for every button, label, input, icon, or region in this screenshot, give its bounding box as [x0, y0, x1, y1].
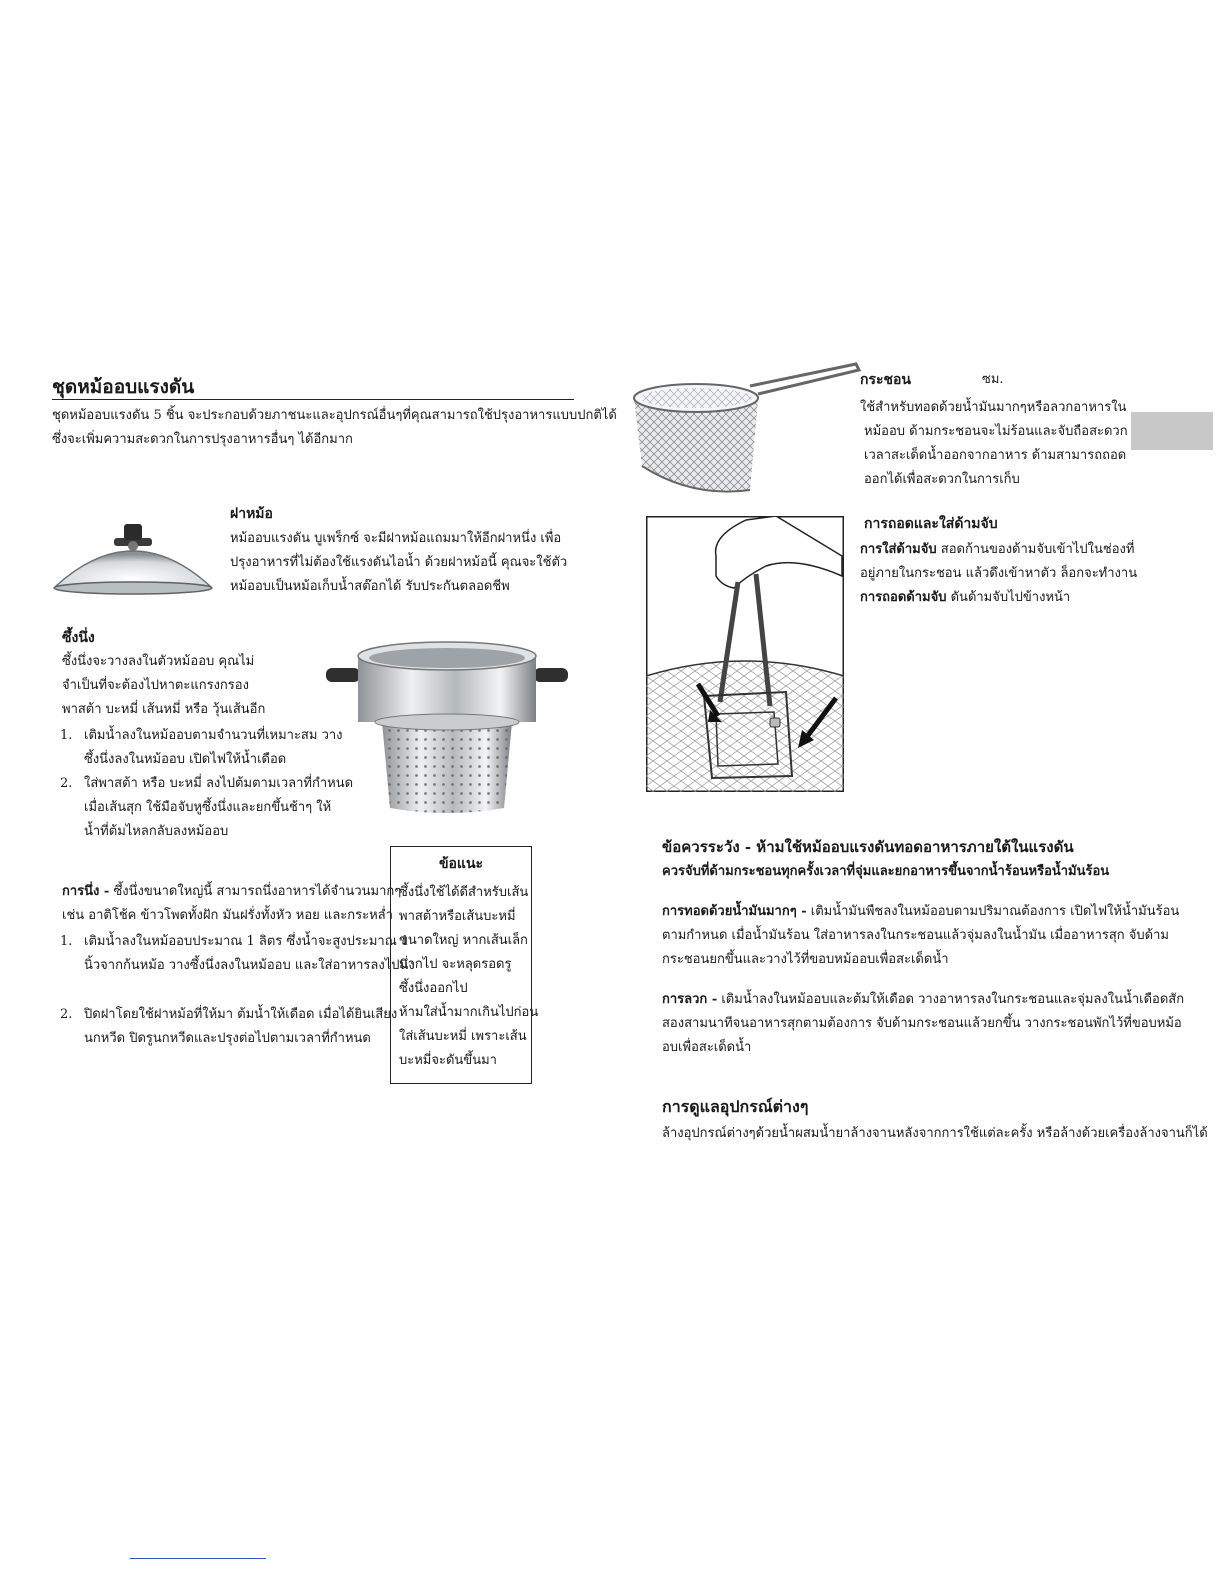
- list-item: [56, 772, 353, 844]
- blanching-label: การลวก -: [662, 992, 718, 1007]
- tip-line: ใส่เส้นบะหมี่ เพราะเส้น: [399, 1029, 527, 1044]
- frying-line: [662, 900, 1179, 924]
- tip-line: ซึ้งนึ่งออกไป: [399, 981, 468, 996]
- tip-text: [391, 881, 539, 1073]
- steaming-steps-2: [56, 1003, 397, 1051]
- lid-line: ปรุงอาหารที่ไม่ต้องใช้แรงดันไอน้ำ ด้วยฝาหม้อนี้ คุณจะใช้ตัว: [230, 555, 568, 570]
- steamer-steps: [56, 724, 353, 844]
- steamer-line: ซึ้งนึ่งจะวางลงในตัวหม้ออบ คุณไม่: [62, 654, 255, 669]
- tip-line: มากไป จะหลุดรอดรู: [399, 957, 512, 972]
- handle-line: [860, 538, 1137, 562]
- basket-line: ออกได้เพื่อสะดวกในการเก็บ: [864, 472, 1020, 487]
- steamer-pot-illustration: [322, 636, 572, 818]
- intro-line: ซึ่งจะเพิ่มความสะดวกในการปรุงอาหารอื่นๆ ได้อีกมาก: [52, 432, 353, 447]
- list-item: [56, 724, 353, 772]
- caution-heading: ข้อควรระวัง - ห้ามใช้หม้ออบแรงดันทอดอาหารภายใต้ในแรงดัน: [662, 838, 1074, 856]
- intro-line: ชุดหม้ออบแรงดัน 5 ชิ้น จะประกอบด้วยภาชนะและอุปกรณ์อื่นๆที่คุณสามารถใช้ปรุงอาหารแบบปกติได้: [52, 408, 617, 423]
- handle-line: อยู่ภายในกระชอน แล้วดึงเข้าหาตัว ล็อกจะทำงาน: [860, 566, 1138, 581]
- step-line: ซึ้งนึ่งลงในหม้ออบ เปิดไฟให้น้ำเดือด: [84, 752, 287, 767]
- section-title: ชุดหม้ออบแรงดัน: [52, 376, 195, 398]
- basket-line: เวลาสะเด็ดน้ำออกจากอาหาร ด้ามสามารถถอด: [864, 448, 1127, 463]
- lid-text: [230, 527, 567, 599]
- steaming-line: เช่น อาติโช้ค ข้าวโพดทั้งฝัก มันฝรั่งทั้งหัว หอย และกระหล่ำ: [62, 908, 393, 923]
- tip-line: ขนาดใหญ่ หากเส้นเล็ก: [399, 933, 528, 948]
- basket-line: ใช้สำหรับทอดด้วยน้ำมันมากๆหรือลวกอาหารใน: [860, 400, 1127, 415]
- list-item: [56, 930, 415, 978]
- handle-line: [860, 586, 1137, 610]
- blanching-line: สองสามนาทีจนอาหารสุกตามต้องการ จับด้ามกระชอนแล้วยกขึ้น วางกระชอนพักไว้ที่ขอบหม้อ: [662, 1016, 1182, 1031]
- lid-illustration: [52, 518, 214, 596]
- list-item: [56, 1003, 397, 1051]
- frying-line: ตามกำหนด เมื่อน้ำมันร้อน ใส่อาหารลงในกระชอนแล้วจุ่มลงในน้ำมัน เมื่ออาหารสุก จับด้าม: [662, 928, 1169, 943]
- steaming-label: การนึ่ง -: [62, 884, 110, 899]
- tip-line: ห้ามใส่น้ำมากเกินไปก่อน: [399, 1005, 539, 1020]
- blanching-line: อบเพื่อสะเด็ดน้ำ: [662, 1040, 752, 1055]
- blanching-first-line: เติมน้ำลงในหม้ออบและต้มให้เดือด วางอาหารลงในกระชอนและจุ่มลงในน้ำเดือดสัก: [721, 992, 1185, 1007]
- attach-text: สอดก้านของด้ามจับเข้าไปในช่องที่: [940, 542, 1135, 557]
- basket-line: หม้ออบ ด้ามกระชอนจะไม่ร้อนและจับถือสะดวก: [864, 424, 1128, 439]
- handle-diagram: [646, 516, 844, 792]
- tip-heading: ข้อแนะ: [438, 856, 484, 872]
- handle-heading: การถอดและใส่ด้ามจับ: [864, 516, 998, 532]
- care-text: ล้างอุปกรณ์ต่างๆด้วยน้ำผสมน้ำยาล้างจานหลังจากการใช้แต่ละครั้ง หรือล้างด้วยเครื่องล้างจานก็ได้: [662, 1126, 1208, 1141]
- caution-subheading: ควรจับที่ด้ามกระชอนทุกครั้งเวลาที่จุ่มและยกอาหารขึ้นจากน้ำร้อนหรือน้ำมันร้อน: [662, 864, 1110, 879]
- blanching-line: [662, 988, 1184, 1012]
- tip-box: [390, 846, 539, 1084]
- intro-paragraph: [52, 404, 617, 452]
- tip-line: พาสต้าหรือเส้นบะหมี่: [399, 909, 516, 924]
- frying-first-line: เติมน้ำมันพืชลงในหม้ออบตามปริมาณต้องการ เปิดไฟให้น้ำมันร้อน: [810, 904, 1180, 919]
- steamer-text: [62, 650, 265, 722]
- remove-label: การถอดด้ามจับ: [860, 590, 947, 605]
- steaming-steps: [56, 930, 415, 978]
- frying-line: กระชอนยกขึ้นและวางไว้ที่ขอบหม้ออบเพื่อสะเด็ดน้ำ: [662, 952, 949, 967]
- frying-text: [662, 900, 1179, 972]
- attach-label: การใส่ด้ามจับ: [860, 542, 937, 557]
- steamer-line: จำเป็นที่จะต้องไปหาตะแกรงกรอง: [62, 678, 249, 693]
- footer-link-line: [130, 1558, 266, 1559]
- step-number: 2.: [60, 1007, 73, 1022]
- basket-size: ซม.: [982, 372, 1004, 387]
- step-line: นกหวีด ปิดรูนกหวีดและปรุงต่อไปตามเวลาที่กำหนด: [84, 1031, 371, 1046]
- step-line: ปิดฝาโดยใช้ฝาหม้อที่ให้มา ต้มน้ำให้เดือด เมื่อได้ยินเสียง: [84, 1007, 398, 1022]
- steaming-first-line: ซึ้งนึ่งขนาดใหญ่นี้ สามารถนึ่งอาหารได้จำนวนมากๆ: [113, 884, 402, 899]
- step-number: 1.: [60, 728, 73, 743]
- step-line: เมื่อเส้นสุก ใช้มือจับหูซึ้งนึ่งและยกขึ้นช้าๆ ให้: [84, 800, 332, 815]
- tip-line: ซึ้งนึ่งใช้ได้ดีสำหรับเส้น: [399, 885, 529, 900]
- frying-label: การทอดด้วยน้ำมันมากๆ -: [662, 904, 807, 919]
- lid-line: หม้ออบเป็นหม้อเก็บน้ำสต๊อกได้ รับประกันตลอดชีพ: [230, 579, 510, 594]
- step-line: ใส่พาสต้า หรือ บะหมี่ ลงไปต้มตามเวลาที่กำหนด: [84, 776, 354, 791]
- lid-line: หม้ออบแรงดัน บูเพร็กซ์ จะมีฝาหม้อแถมมาให้อีกฝาหนึ่ง เพื่อ: [230, 531, 562, 546]
- remove-text: ดันด้ามจับไปข้างหน้า: [950, 590, 1071, 605]
- handle-text: [860, 538, 1137, 610]
- title-rule: [52, 399, 574, 400]
- steamer-line: พาสต้า บะหมี่ เส้นหมี่ หรือ วุ้นเส้นอีก: [62, 702, 266, 717]
- steaming-text: [62, 880, 401, 928]
- step-line: นิ้วจากก้นหม้อ วางซึ้งนึ่งลงในหม้ออบ และใส่อาหารลงไปนึ่ง: [84, 958, 415, 973]
- basket-heading: กระชอน: [860, 372, 911, 388]
- steaming-line: [62, 880, 401, 904]
- section-tab: [1131, 412, 1213, 450]
- step-line: เติมน้ำลงในหม้ออบประมาณ 1 ลิตร ซึ่งน้ำจะสูงประมาณ 1: [84, 934, 410, 949]
- fry-basket-illustration: [630, 358, 862, 500]
- steamer-heading: ซึ้งนึ่ง: [62, 630, 95, 646]
- care-heading: การดูแลอุปกรณ์ต่างๆ: [662, 1097, 809, 1116]
- lid-heading: ฝาหม้อ: [230, 506, 273, 522]
- step-number: 2.: [60, 776, 73, 791]
- step-number: 1.: [60, 934, 73, 949]
- blanching-text: [662, 988, 1184, 1060]
- tip-line: บะหมี่จะดันขึ้นมา: [399, 1053, 497, 1068]
- step-line: เติมน้ำลงในหม้ออบตามจำนวนที่เหมาะสม วาง: [84, 728, 343, 743]
- basket-text: [860, 396, 1128, 492]
- step-line: น้ำที่ต้มไหลกลับลงหม้ออบ: [84, 824, 229, 839]
